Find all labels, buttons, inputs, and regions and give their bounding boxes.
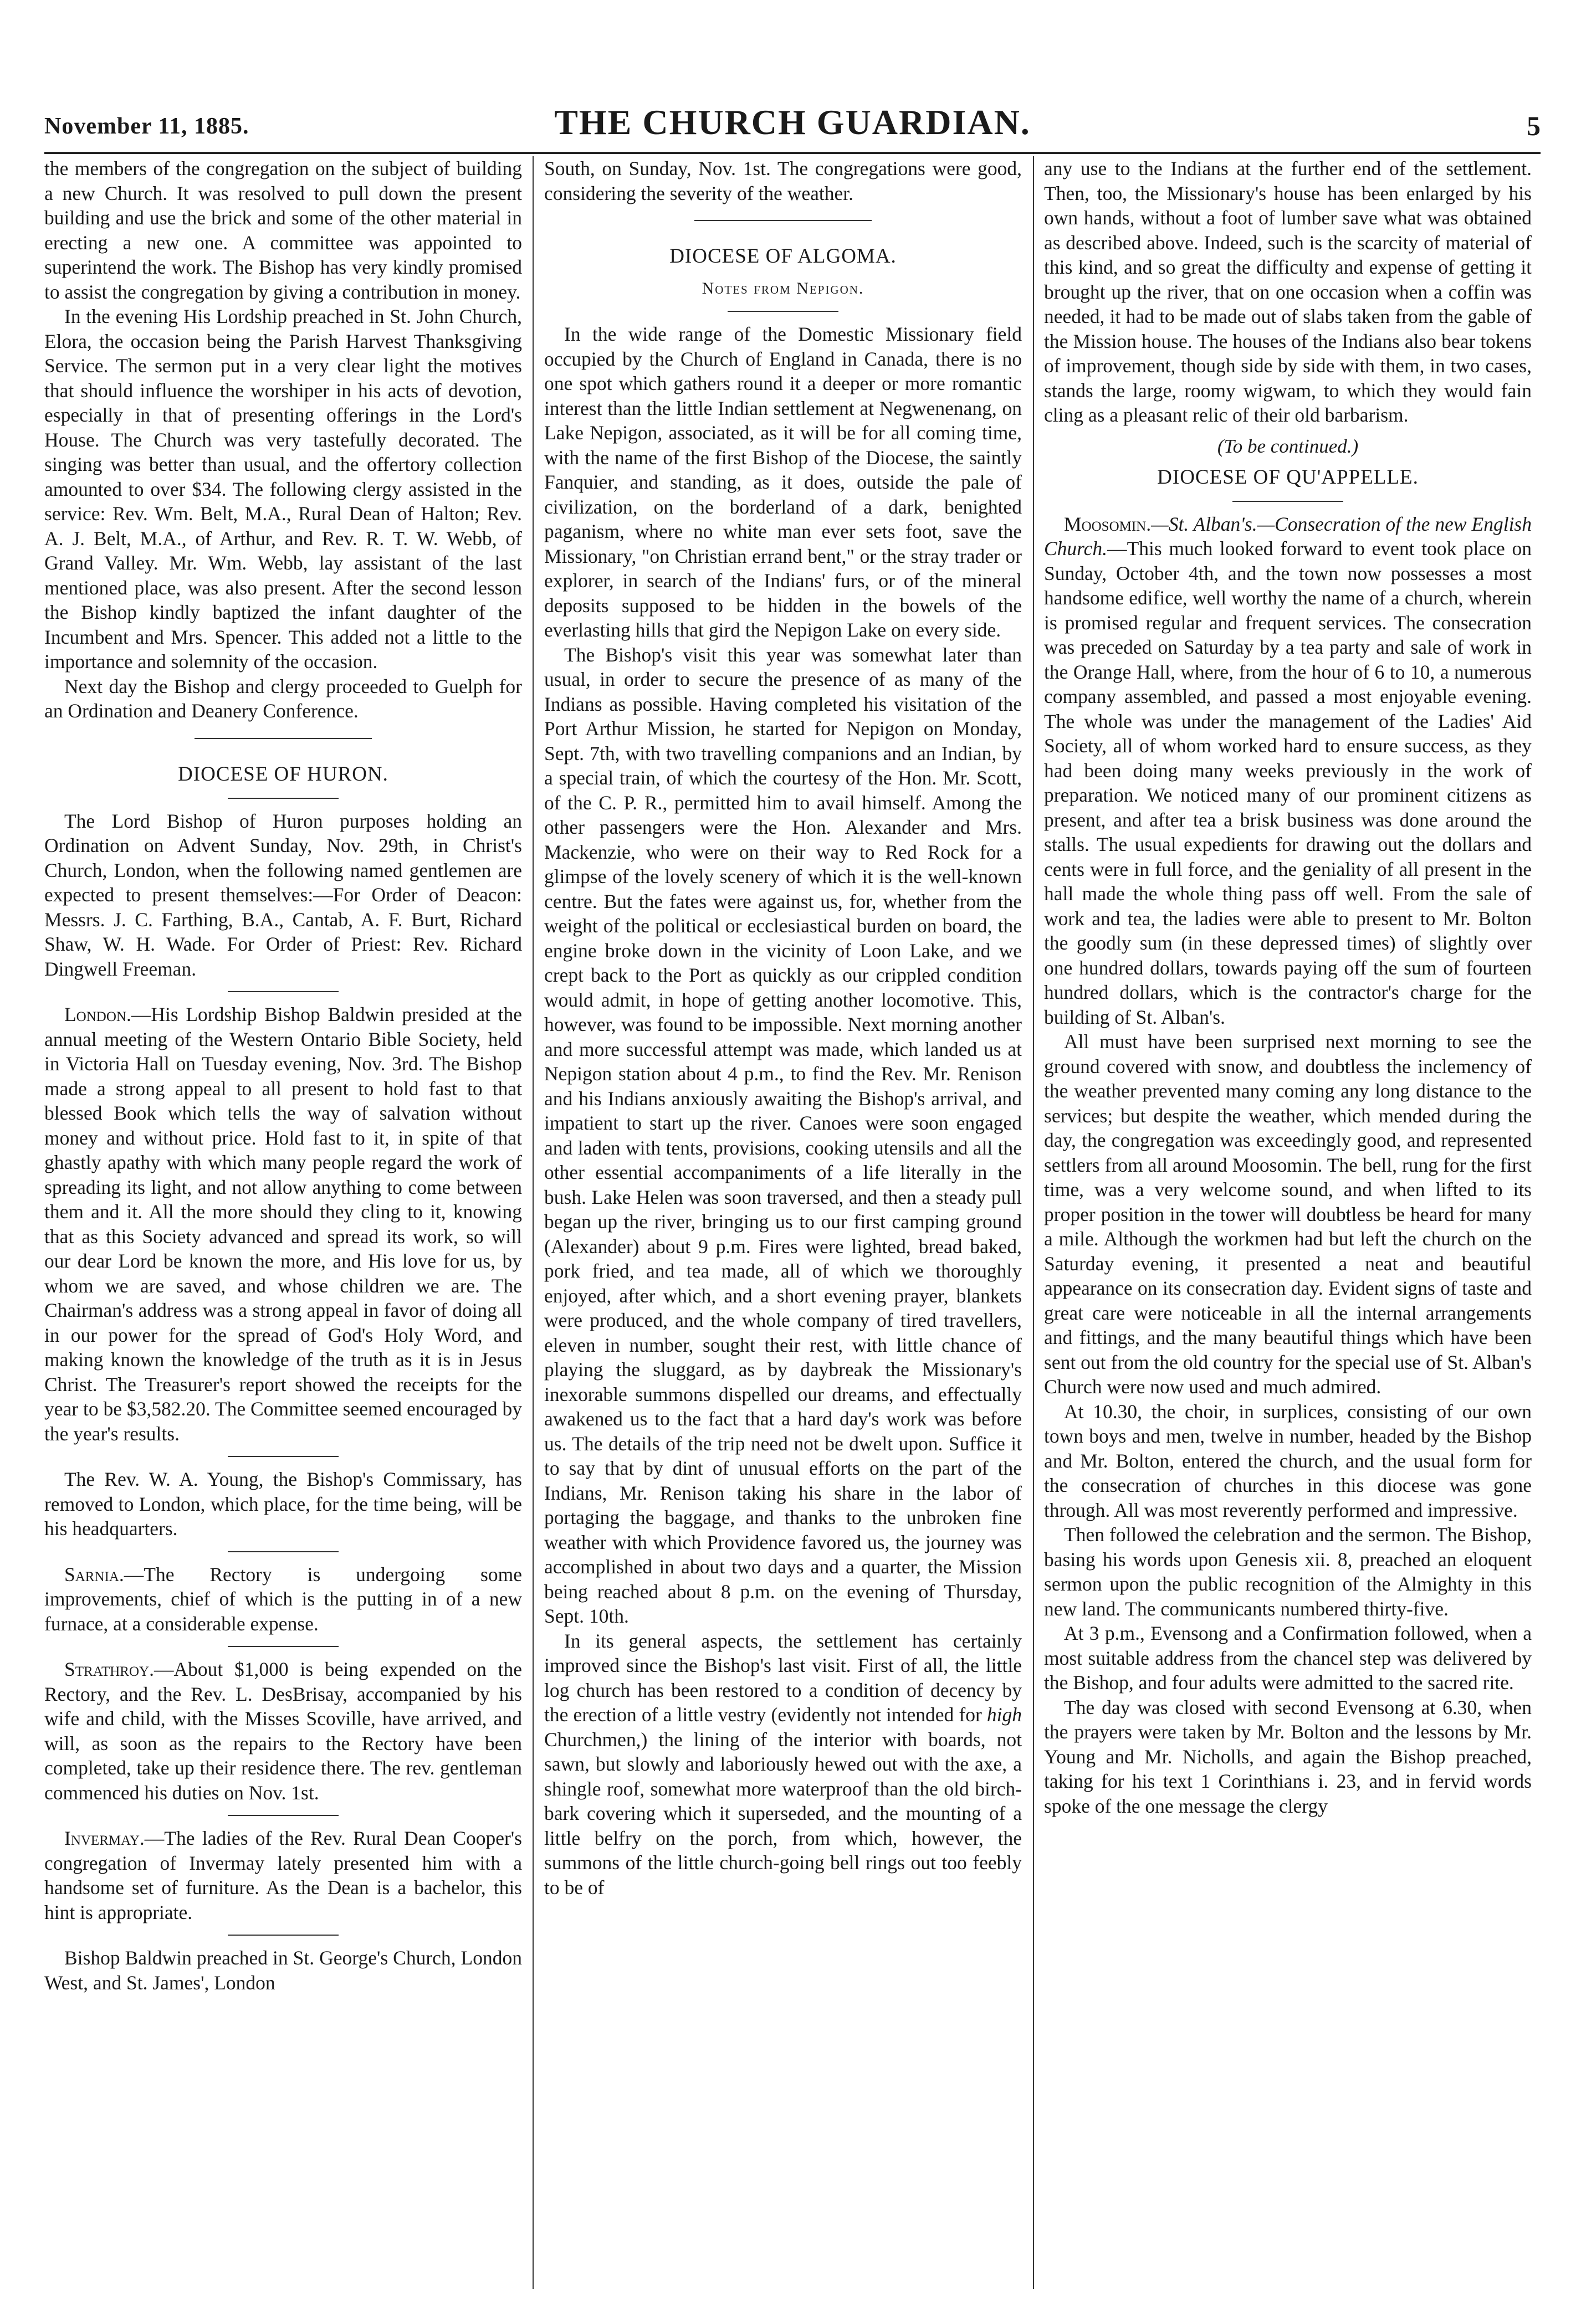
article-paragraph: Invermay.—The ladies of the Rev. Rural Dean Cooper's congregation of Invermay lately presented him with a handsome set of furniture. As the Dean is a bachelor, this hint is appropriate. [44, 1827, 522, 1923]
article-paragraph: Bishop Baldwin preached in St. George's Church, London West, and St. James', London [44, 1947, 522, 1994]
article-paragraph: The Rev. W. A. Young, the Bishop's Commissary, has removed to London, which place, for the time being, will be his headquarters. [44, 1468, 522, 1540]
article-paragraph: Sarnia.—The Rectory is undergoing some improvements, chief of which is the putting in of a new furnace, at a considerable expense. [44, 1563, 522, 1635]
column-divider [1033, 156, 1034, 2289]
column-3 [1044, 156, 1532, 2295]
section-subheading: Notes from Nepigon. [702, 279, 864, 297]
dateline-sarnia: Sarnia. [64, 1563, 124, 1586]
dateline-london: London. [64, 1003, 131, 1025]
article-paragraph: Next day the Bishop and clergy proceeded to Guelph for an Ordination and Deanery Conference. [44, 675, 522, 722]
article-paragraph: London.—His Lordship Bishop Baldwin presided at the annual meeting of the Western Ontario Bible Society, held in Victoria Hall on Tuesday evening, Nov. 3rd. The Bishop made a strong appeal to all present to hold fast to that blessed Book which tells the way of salvation without money and without price. Hold fast to it, in spite of that ghastly apathy with which many people regard the work of spreading its light, and not allow anything to come between them and it. All the more should they cling to it, knowing that as this Society advanced and spread its work, so will our dear Lord be known the more, and His love for us, by whom we are saved, and whose children we are. The Chairman's address was a strong appeal in favor of doing all in our power for the spread of God's Holy Word, and making known the knowledge of the truth as it is in Jesus Christ. The Treasurer's report showed the receipts for the year to be $3,582.20. The Committee seemed encouraged by the year's results. [44, 1003, 522, 1445]
section-heading-huron: DIOCESE OF HURON. [178, 762, 388, 786]
article-paragraph: South, on Sunday, Nov. 1st. The congregations were good, considering the severity of the weather. [544, 157, 1022, 204]
masthead [44, 99, 1541, 154]
masthead-rule [44, 152, 1541, 154]
column-1 [44, 156, 522, 2295]
column-2 [544, 156, 1022, 2295]
section-rule [694, 220, 872, 221]
article-paragraph: The day was closed with second Evensong at 6.30, when the prayers were taken by Mr. Bolton and the lessons by Mr. Young and Mr. Nicholls, and again the Bishop preached, taking for his text 1 Corinthians i. 23, and in fervid words spoke of the one message the clergy [1044, 1696, 1532, 1817]
dateline-strathroy: Strathroy. [64, 1658, 154, 1680]
article-paragraph: Moosomin.—St. Alban's.—Consecration of the new English Church.—This much looked forward to event took place on Sunday, October 4th, and the town now possesses a most handsome edifice, well worthy the name of a church, wherein is promised regular and frequent services. The consecration was preceded on Saturday by a tea party and sale of work in the Orange Hall, where, from the hour of 6 to 10, a numerous company assembled, and passed a most enjoyable evening. The whole was under the management of the Ladies' Aid Society, all of whom worked hard to ensure success, as they had been doing many weeks previously in the work of preparation. We noticed many of our prominent citizens as present, and after tea a brisk business was done around the stalls. The usual expedients for drawing out the dollars and cents were in full force, and the geniality of all present in the hall made the whole thing pass off well. From the sale of work and tea, the ladies were able to present to Mr. Bolton the goodly sum (in these depressed times) of slightly over one hundred dollars, towards paying off the sum of fourteen hundred dollars, which is the contractor's charge for the building of St. Alban's. [1044, 512, 1532, 1028]
article-paragraph: At 10.30, the choir, in surplices, consisting of our own town boys and men, twelve in number, headed by the Bishop and Mr. Bolton, entered the church, and the usual form for the consecration of churches in this diocese was gone through. All was most reverently performed and impressive. [1044, 1400, 1532, 1521]
issue-date: November 11, 1885. [44, 114, 249, 139]
section-rule [228, 798, 339, 799]
to-be-continued: (To be continued.) [1217, 435, 1359, 457]
article-paragraph: Then followed the celebration and the sermon. The Bishop, basing his words upon Genesis xii. 8, preached an eloquent sermon upon the public recognition of the Almighty in this new land. The communicants numbered thirty-five. [1044, 1523, 1532, 1620]
article-paragraph: the members of the congregation on the subject of building a new Church. It was resolved to pull down the present building and use the brick and some of the other material in erecting a new one. A committee was appointed to superintend the work. The Bishop has very kindly promised to assist the congregation by giving a contribution in money. [44, 157, 522, 303]
article-paragraph: In the wide range of the Domestic Missionary field occupied by the Church of England in Canada, there is no one spot which gathers round it a deeper or more romantic interest than the little Indian settlement at Negwenenang, on Lake Nepigon, associated, as it will be for all coming time, with the name of the first Bishop of the Diocese, the saintly Fanquier, and standing, as it does, outside the pale of civilization, on the borderland of a dark, benighted paganism, where no white man ever sets foot, save the Missionary, "on Christian errand bent," or the stray trader or explorer, in search of the Indians' furs, or of the mineral deposits supposed to be hidden in the bowels of the everlasting hills that gird the Nepigon Lake on every side. [544, 323, 1022, 641]
article-paragraph: Strathroy.—About $1,000 is being expended on the Rectory, and the Rev. L. DesBrisay, accompanied by his wife and child, with the Misses Scoville, have arrived, and will, as soon as the repairs to the Rectory have been completed, take up their residence there. The rev. gentleman commenced his duties on Nov. 1st. [44, 1658, 522, 1804]
article-paragraph: All must have been surprised next morning to see the ground covered with snow, and doubtless the inclemency of the weather prevented many coming any long distance to the services; but despite the weather, which mended during the day, the congregation was exceedingly good, and represented settlers from all around Moosomin. The bell, rung for the first time, was a very welcome sound, and when lifted to its proper position in the tower will doubtless be heard for many a mile. Although the workmen had but left the church on the Saturday evening, it presented a neat and beautiful appearance on its consecration day. Evident signs of taste and great care were noticeable in all the internal arrangements and fittings, and the many beautiful things which have been sent out from the old country for the special use of St. Alban's Church were now used and much admired. [1044, 1030, 1532, 1398]
section-rule [228, 1456, 339, 1457]
article-paragraph: any use to the Indians at the further end of the settlement. Then, too, the Missionary's house has been enlarged by his own hands, without a foot of lumber save what was obtained as described above. Indeed, such is the scarcity of material of this kind, and so great the difficulty and expense of getting it brought up the river, that on one occasion when a coffin was needed, it had to be made out of slabs taken from the gable of the Mission house. The houses of the Indians also bear tokens of improvement, though side by side with them, in two cases, stands the large, roomy wigwam, to which they would fain cling as a pleasant relic of their old barbarism. [1044, 157, 1532, 426]
section-heading-quappelle: DIOCESE OF QU'APPELLE. [1157, 465, 1419, 489]
dateline-invermay: Invermay. [64, 1827, 145, 1849]
article-paragraph: In the evening His Lordship preached in St. John Church, Elora, the occasion being the Parish Harvest Thanksgiving Service. The sermon put in a very clear light the motives that should influence the worshiper in his acts of devotion, especially in that of presenting offerings in the Lord's House. The Church was very tastefully decorated. The singing was better than usual, and the offertory collection amounted to over $34. The following clergy assisted in the service: Rev. Wm. Belt, M.A., Rural Dean of Halton; Rev. A. J. Belt, M.A., of Arthur, and Rev. R. T. W. Webb, of Grand Valley. Mr. Wm. Webb, lay assistant of the last mentioned place, was also present. After the second lesson the Bishop kindly baptized the infant daughter of the Incumbent and Mrs. Spencer. This added not a little to the importance and solemnity of the occasion. [44, 305, 522, 673]
article-paragraph: At 3 p.m., Evensong and a Confirmation followed, when a most suitable address from the chancel step was delivered by the Bishop, and four adults were admitted to the sacred rite. [1044, 1622, 1532, 1694]
section-rule [1232, 501, 1343, 502]
section-rule [195, 738, 372, 739]
section-rule [228, 1646, 339, 1647]
section-rule [228, 1551, 339, 1552]
column-divider [533, 156, 534, 2289]
article-paragraph: The Lord Bishop of Huron purposes holding an Ordination on Advent Sunday, Nov. 29th, in Christ's Church, London, when the following named gentlemen are expected to present themselves:—For Order of Deacon: Messrs. J. C. Farthing, B.A., Cantab, A. F. Burt, Richard Shaw, W. H. Wade. For Order of Priest: Rev. Richard Dingwell Freeman. [44, 809, 522, 980]
section-rule [728, 311, 838, 312]
section-heading-algoma: DIOCESE OF ALGOMA. [669, 245, 897, 268]
article-paragraph: The Bishop's visit this year was somewhat later than usual, in order to secure the presence of as many of the Indians as possible. Having completed his visitation of the Port Arthur Mission, he started for Nepigon on Monday, Sept. 7th, with two travelling companions and an Indian, by a special train, of which the courtesy of the Hon. Mr. Scott, of the C. P. R., permitted him to avail himself. Among the other passengers were the Hon. Alexander and Mrs. Mackenzie, who were on their way to Red Rock for a glimpse of the lovely scenery of which it is the well-known centre. But the fates were against us, for, whether from the weight of the political or ecclesiastical burden on board, the engine broke down in the vicinity of Loon Lake, and we crept back to the Port as quickly as our crippled condition would admit, in hope of getting another locomotive. This, however, was found to be impossible. Next morning another and more successful attempt was made, which landed us at Nepigon station about 4 p.m., to find the Rev. Mr. Renison and his Indians anxiously awaiting the Bishop's arrival, and impatient to start up the river. Canoes were soon engaged and laden with tents, provisions, cooking utensils and all the other essential accompaniments of a life literally in the bush. Lake Helen was soon traversed, and then a steady pull began up the river, bringing us to our first camping ground (Alexander) about 9 p.m. Fires were lighted, bread baked, pork fried, and tea made, all of which we thoroughly enjoyed, after which, and a short evening prayer, blankets were produced, and the whole company of tired travellers, eleven in number, sought their rest, with little chance of playing the sluggard, as by daybreak the Missionary's inexorable summons dispelled our dreams, and effectually awakened us to the fact that a hard day's work was before us. The details of the trip need not be dwelt upon. Suffice it to say that by dint of unusual efforts on the part of the Indians, Mr. Renison taking his share in the labor of portaging the baggage, and thanks to the unbroken fine weather with which Providence favored us, the journey was accomplished in about two days and a quarter, the Mission being reached about 8 p.m. on the evening of Thursday, Sept. 10th. [544, 643, 1022, 1627]
article-paragraph: In its general aspects, the settlement has certainly improved since the Bishop's last visit. First of all, the little log church has been restored to a condition of decency by the erection of a little vestry (evidently not intended for high Churchmen,) the lining of the interior with boards, not sawn, but slowly and laboriously hewed out with the axe, a shingle roof, somewhat more waterproof than the old birch-bark covering which it superseded, and the mounting of a little belfry on the porch, from which, however, the summons of the little church-going bell rings out too feebly to be of [544, 1629, 1022, 1899]
newspaper-title: THE CHURCH GUARDIAN. [554, 102, 1031, 142]
dateline-moosomin: Moosomin. [1064, 512, 1152, 535]
section-rule [228, 1935, 339, 1936]
section-rule [228, 991, 339, 992]
page-number: 5 [1527, 110, 1541, 141]
section-rule [228, 1815, 339, 1816]
